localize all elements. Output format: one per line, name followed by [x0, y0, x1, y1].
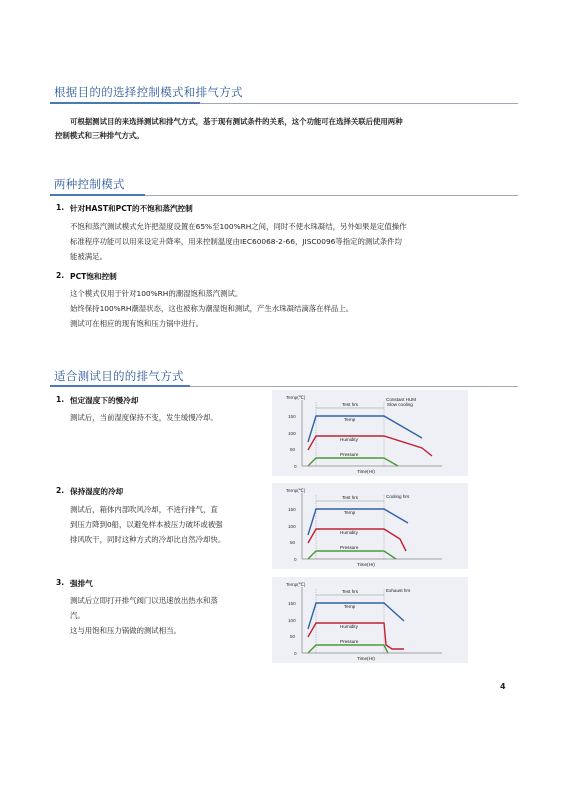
pressure-line — [308, 458, 398, 466]
y-tick: 0 — [294, 557, 297, 562]
phase-label-after: Cooling hrs — [386, 494, 410, 499]
intro-line: 控制模式和三种排气方式。 — [55, 131, 144, 140]
series-label-temp: Temp — [344, 417, 356, 422]
section-title-control-modes: 两种控制模式 — [54, 177, 125, 191]
series-label-pressure: Pressure — [340, 545, 359, 550]
item-body-line: 不饱和蒸汽测试模式允许把湿度设置在65%至100%RH之间，同时不使水珠凝结，另外如果是定值操作 — [70, 222, 407, 231]
y-tick: 50 — [290, 540, 296, 545]
y-tick: 0 — [294, 464, 297, 469]
temp-line — [308, 509, 408, 535]
item-heading: 强排气 — [70, 579, 93, 588]
temp-line — [308, 416, 422, 442]
item-body-line: 测试后，箱体内部吹风冷却，不进行排气，直 — [70, 505, 218, 514]
series-label-temp: Temp — [344, 604, 356, 609]
y-tick: 150 — [288, 414, 296, 419]
y-tick: 50 — [290, 634, 296, 639]
phase-label-after: Constant HUM — [386, 397, 417, 402]
chart-svg — [272, 577, 468, 663]
item-body-line: 汽。 — [70, 611, 85, 620]
item-number: 2. — [56, 271, 65, 280]
item-number: 3. — [56, 578, 65, 587]
phase-label-test: Test hrs — [342, 589, 359, 594]
item-heading: 恒定湿度下的慢冷却 — [70, 396, 139, 405]
item-body-line: 测试后，当前湿度保持不变，发生缓慢冷却。 — [70, 413, 218, 422]
item-number: 2. — [56, 486, 65, 495]
chart-svg — [272, 390, 468, 476]
item-body-line: 测试后立即打开排气阀门以迅速放出热水和蒸 — [70, 596, 218, 605]
pressure-line — [308, 551, 396, 559]
section-divider-accent — [50, 102, 200, 104]
y-axis-label: Temp(℃) — [286, 582, 306, 587]
phase-label-after-2: Slow cooling — [387, 402, 413, 407]
item-body-line: 这个模式仅用于针对100%RH的潮湿饱和蒸汽测试。 — [70, 289, 243, 298]
section-divider-accent — [50, 194, 145, 196]
item-number: 1. — [56, 395, 65, 404]
y-axis-label: Temp(℃) — [286, 488, 306, 493]
series-label-temp: Temp — [344, 510, 356, 515]
item-body-line: 能被满足。 — [70, 252, 107, 261]
item-heading: 保持湿度的冷却 — [70, 487, 124, 496]
series-label-pressure: Pressure — [340, 639, 359, 644]
y-tick: 100 — [288, 524, 296, 529]
x-axis-label: Time(Hr) — [357, 469, 375, 474]
item-heading: 针对HAST和PCT的不饱和蒸汽控制 — [70, 204, 193, 213]
humidity-line — [308, 436, 432, 456]
pressure-line — [308, 645, 388, 653]
exhaust-chart-forced-exhaust — [272, 577, 468, 663]
item-body-line: 到压力降到0船，以避免样本被压力破坏或被强 — [70, 520, 223, 529]
item-body-line: 这与用饱和压力锅做的测试相当。 — [70, 626, 181, 635]
y-tick: 150 — [288, 507, 296, 512]
section-title-exhaust-methods: 适合测试目的的排气方式 — [54, 369, 184, 383]
phase-label-test: Test hrs — [342, 495, 359, 500]
y-tick: 100 — [288, 618, 296, 623]
y-tick: 0 — [294, 651, 297, 656]
y-tick: 50 — [290, 447, 296, 452]
exhaust-chart-humidity-cooling — [272, 483, 468, 569]
section-divider-accent — [50, 385, 190, 387]
item-number: 1. — [56, 203, 65, 212]
page-number: 4 — [500, 682, 506, 691]
y-tick: 150 — [288, 601, 296, 606]
item-body-line: 始终保持100%RH潮湿状态，这也被称为潮湿饱和测试，产生水珠凝结滴落在样品上。 — [70, 304, 354, 313]
exhaust-chart-slow-cooling — [272, 390, 468, 476]
intro-line: 可根据测试目的来选择测试和排气方式，基于现有测试条件的关系，这个功能可在选择关联后使用两种 — [70, 117, 403, 126]
series-label-pressure: Pressure — [340, 452, 359, 457]
series-label-humidity: Humidity — [340, 530, 358, 535]
phase-label-test: Test hrs — [342, 402, 359, 407]
item-body-line: 排风吹干，同时这种方式的冷却比自然冷却快。 — [70, 535, 226, 544]
y-axis-label: Temp(℃) — [286, 395, 306, 400]
x-axis-label: Time(Hr) — [357, 562, 375, 567]
item-body-line: 标准程序功能可以用来设定升降率，用来控制温度由IEC60068-2-66，JISC0096等指定的测试条件均 — [70, 237, 402, 246]
item-body-line: 测试可在相应的现有饱和压力锅中进行。 — [70, 319, 204, 328]
series-label-humidity: Humidity — [340, 624, 358, 629]
y-tick: 100 — [288, 431, 296, 436]
x-axis-label: Time(Hr) — [357, 656, 375, 661]
section-title-mode-selection: 根据目的的选择控制模式和排气方式 — [54, 85, 243, 99]
phase-label-after: Exhaust hrs — [386, 588, 411, 593]
chart-svg — [272, 483, 468, 569]
series-label-humidity: Humidity — [340, 437, 358, 442]
item-heading: PCT饱和控制 — [70, 272, 117, 281]
